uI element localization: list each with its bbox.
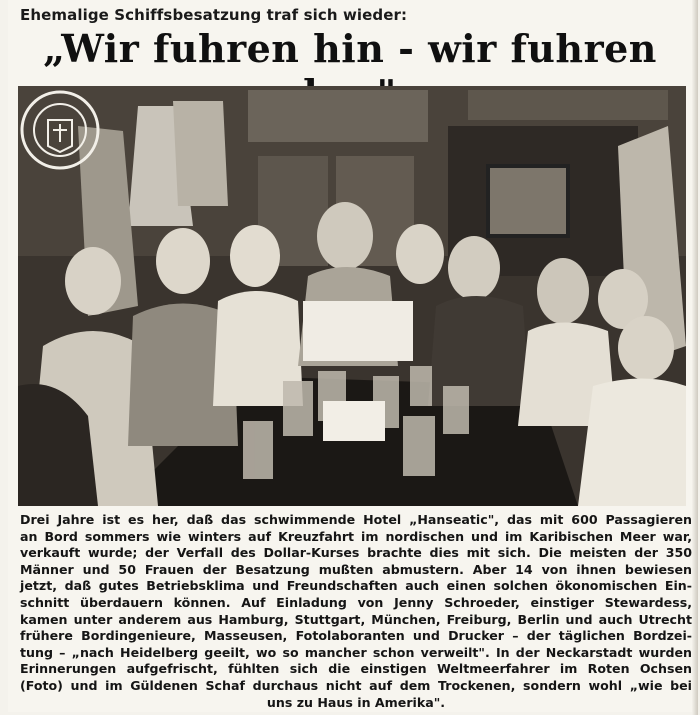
caption-line: Drei Jahre ist es her, daß das schwimmende Hotel „Hanseatic", das mit 600 Passagieren — [20, 512, 692, 527]
caption-line: tung – „nach Heidelberg geeilt, wo so mancher schon verweilt". In der Neckarstadt wurden — [20, 644, 692, 660]
article-kicker: Ehemalige Schiffsbesatzung traf sich wieder: — [20, 6, 408, 24]
caption-line: frühere Bordingenieure, Masseusen, Fotolaboranten und Drucker – der täglichen Bordzei- — [20, 628, 692, 644]
caption-line: schnitt überdauern können. Auf Einladung von Jenny Schroeder, einstiger Stewardess, — [20, 594, 692, 610]
roter-ochsen-stamp — [22, 92, 98, 168]
caption-line: (Foto) und im Güldenen Schaf durchaus nicht auf dem Trockenen, sondern wohl „wie bei — [20, 677, 692, 693]
caption-line: Erinnerungen aufgefrischt, fühlten sich die einstigen Weltmeerfahrer im Roten Ochsen — [20, 661, 692, 677]
caption-line: uns zu Haus in Amerika". — [266, 694, 446, 710]
caption-line: verkauft wurde; der Verfall des Dollar-Kurses brachte dies mit sich. Die meisten der 350 — [20, 545, 692, 561]
article-headline: „Wir fuhren hin - wir fuhren — [43, 26, 657, 71]
newspaper-clipping — [8, 0, 692, 712]
photo-caption — [20, 512, 692, 711]
page-fold-shadow — [692, 0, 698, 715]
caption-line: Männer und 50 Frauen der Besatzung mußten abmustern. Aber 14 von ihnen bewiesen — [20, 561, 692, 577]
caption-line: an Bord sommers wie winters auf Kreuzfahrt im nordischen und im Karibischen Meer war, — [20, 528, 692, 544]
caption-line: kamen unter anderem aus Hamburg, Stuttgart, München, Freiburg, Berlin und auch Utrecht — [20, 611, 692, 627]
caption-line: jetzt, daß gutes Betriebsklima und Freundschaften auch einen solchen ökonomischen Ein- — [20, 578, 692, 594]
group-photo — [18, 86, 686, 506]
